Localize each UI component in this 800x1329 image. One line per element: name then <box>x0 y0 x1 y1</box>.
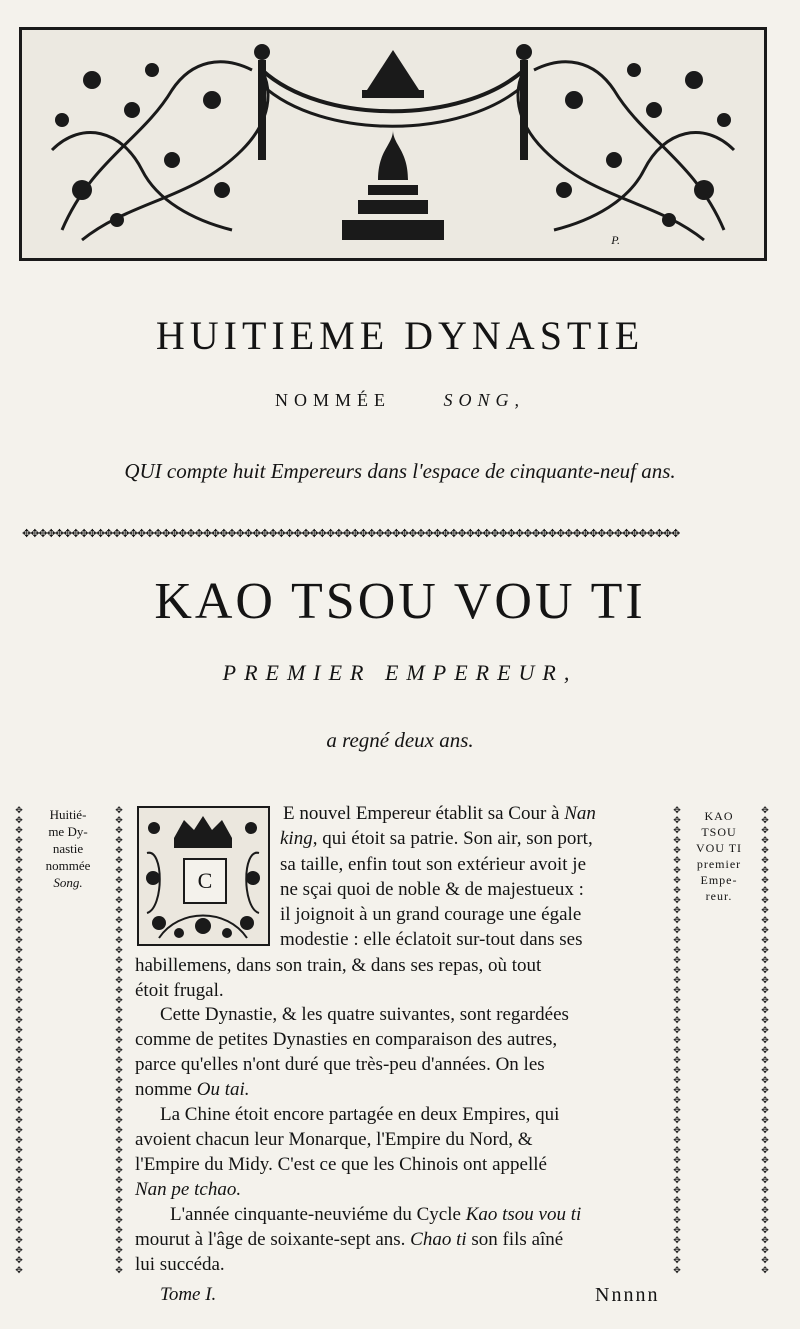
right-ornament-column: ✥ ✥ ✥ ✥ ✥ ✥ ✥ ✥ ✥ ✥ ✥ ✥ ✥ ✥ ✥ ✥ ✥ ✥ ✥ ✥ ✥ ✥ ✥ ✥ ✥ ✥ ✥ ✥ ✥ ✥ ✥ ✥ ✥ ✥ ✥ ✥ ✥ ✥ ✥ ✥ ✥ ✥ ✥ ✥ ✥ ✥ ✥ <box>761 805 769 1275</box>
text-line: comme de petites Dynasties en comparaison des autres, <box>135 1029 558 1050</box>
qui-word: QUI <box>124 459 162 483</box>
volume-number: Tome I. <box>160 1284 217 1305</box>
decorated-initial <box>137 806 270 946</box>
emperor-rank: PREMIER EMPEREUR, <box>222 660 578 685</box>
count-text: compte huit Empereurs dans l'espace de cinquante-neuf ans. <box>166 459 676 483</box>
left-marginal-note: Huitié- me Dy- nastie nommée Song. <box>45 807 91 890</box>
text-line: habillemens, dans son train, & dans ses repas, où tout <box>135 955 542 976</box>
initial-letter: C <box>183 858 227 904</box>
text-line: E nouvel Empereur établit sa Cour à Nan <box>283 803 596 824</box>
name-song: SONG, <box>443 390 525 410</box>
text-line: parce qu'elles n'ont duré que très-peu d'années. On les <box>135 1054 545 1075</box>
dynasty-name-line <box>0 390 800 411</box>
text-line: sa taille, enfin tout son extérieur avoit je <box>280 854 587 875</box>
name-prefix: NOMMÉE <box>274 390 391 410</box>
emperor-name: KAO TSOU VOU TI <box>154 573 646 630</box>
reign-length: a regné deux ans. <box>326 728 474 752</box>
text-line: avoient chacun leur Monarque, l'Empire du Nord, & <box>135 1129 533 1150</box>
text-line: modestie : elle éclatoit sur-tout dans ses <box>280 929 583 950</box>
text-line: La Chine étoit encore partagée en deux Empires, qui <box>160 1104 560 1125</box>
text-line: il joignoit à un grand courage une égale <box>280 904 582 925</box>
dynasty-title: HUITIEME DYNASTIE <box>155 313 645 358</box>
left-ornament-column: ✥ ✥ ✥ ✥ ✥ ✥ ✥ ✥ ✥ ✥ ✥ ✥ ✥ ✥ ✥ ✥ ✥ ✥ ✥ ✥ ✥ ✥ ✥ ✥ ✥ ✥ ✥ ✥ ✥ ✥ ✥ ✥ ✥ ✥ ✥ ✥ ✥ ✥ ✥ ✥ ✥ ✥ ✥ ✥ ✥ ✥ ✥ <box>15 805 23 1275</box>
text-line: ne sçai quoi de noble & de majestueux : <box>280 879 584 900</box>
ornamental-rule: ✥✥✥✥✥✥✥✥✥✥✥✥✥✥✥✥✥✥✥✥✥✥✥✥✥✥✥✥✥✥✥✥✥✥✥✥✥✥✥✥✥✥✥✥✥✥✥✥✥✥✥✥✥✥✥✥✥✥✥✥✥✥✥✥✥✥✥✥✥✥✥✥✥✥✥✥✥✥✥✥ <box>22 528 680 540</box>
inner-left-ornament-column: ✥ ✥ ✥ ✥ ✥ ✥ ✥ ✥ ✥ ✥ ✥ ✥ ✥ ✥ ✥ ✥ ✥ ✥ ✥ ✥ ✥ ✥ ✥ ✥ ✥ ✥ ✥ ✥ ✥ ✥ ✥ ✥ ✥ ✥ ✥ ✥ ✥ ✥ ✥ ✥ ✥ ✥ ✥ ✥ ✥ ✥ ✥ <box>115 805 123 1275</box>
engraver-signature: P. <box>611 233 620 247</box>
text-line: Cette Dynastie, & les quatre suivantes, sont regardées <box>160 1004 569 1025</box>
text-line: Nan pe tchao. <box>135 1179 242 1200</box>
text-line: king, qui étoit sa patrie. Son air, son port, <box>280 828 593 849</box>
text-line: mourut à l'âge de soixante-sept ans. Chao ti son fils aîné <box>135 1229 564 1250</box>
text-line: lui succéda. <box>135 1254 225 1275</box>
text-line: étoit frugal. <box>135 980 224 1001</box>
right-marginal-note: KAO TSOU VOU TI premier Empe- reur. <box>695 809 743 903</box>
text-line: L'année cinquante-neuviéme du Cycle Kao tsou vou ti <box>170 1204 582 1225</box>
inner-right-ornament-column: ✥ ✥ ✥ ✥ ✥ ✥ ✥ ✥ ✥ ✥ ✥ ✥ ✥ ✥ ✥ ✥ ✥ ✥ ✥ ✥ ✥ ✥ ✥ ✥ ✥ ✥ ✥ ✥ ✥ ✥ ✥ ✥ ✥ ✥ ✥ ✥ ✥ ✥ ✥ ✥ ✥ ✥ ✥ ✥ ✥ ✥ ✥ <box>673 805 681 1275</box>
emperor-count-line <box>0 459 800 484</box>
floral-ornament-icon <box>22 30 764 258</box>
signature-mark: Nnnnn <box>595 1284 660 1306</box>
text-line: nomme Ou tai. <box>135 1079 250 1100</box>
text-line: l'Empire du Midy. C'est ce que les Chinois ont appellé <box>135 1154 547 1175</box>
ornamental-headpiece <box>19 27 767 261</box>
